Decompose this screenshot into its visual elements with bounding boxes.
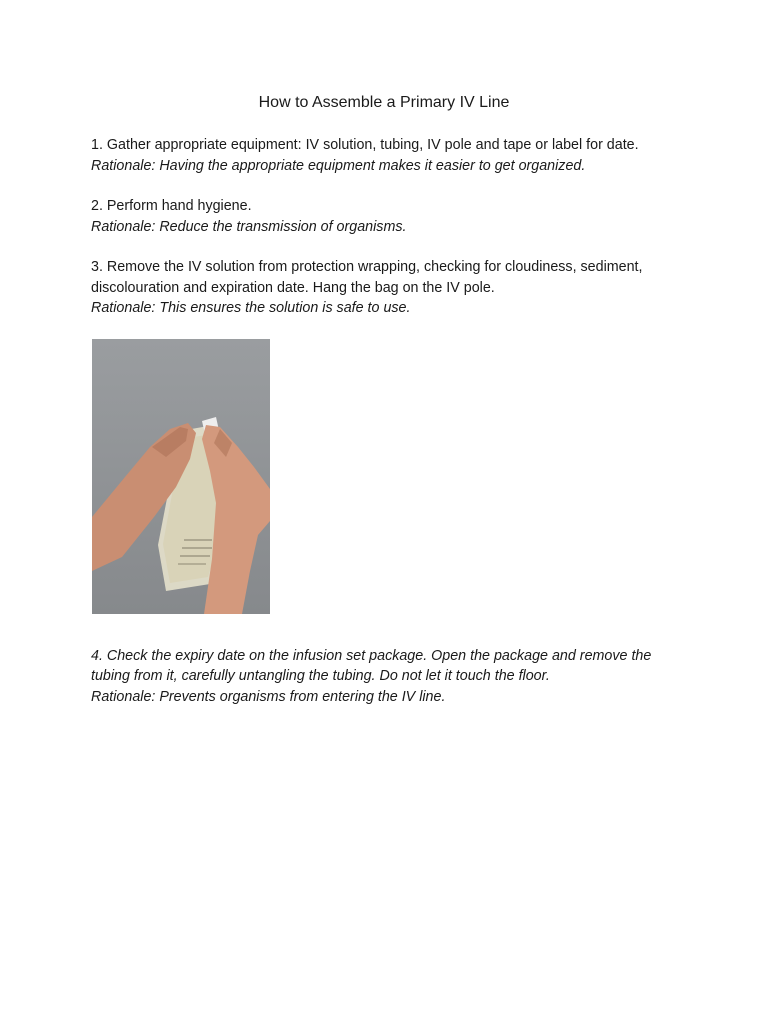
step-instruction: 3. Remove the IV solution from protection wrapping, checking for cloudiness, sediment, discolouration and expiration date. Hang the bag on the IV pole. — [91, 259, 643, 296]
document-body — [91, 135, 691, 727]
step-instruction: 2. Perform hand hygiene. — [91, 198, 252, 214]
step-instruction: 4. Check the expiry date on the infusion set package. Open the package and remove the tubing from it, carefully untangling the tubing. Do not let it touch the floor. — [91, 647, 652, 684]
step-2 — [91, 196, 691, 237]
hands-opening-iv-bag-illustration — [92, 339, 270, 614]
step-rationale: Rationale: Prevents organisms from entering the IV line. — [91, 688, 446, 705]
step-3 — [91, 257, 691, 319]
step-1 — [91, 135, 691, 176]
iv-bag-photo — [92, 339, 270, 614]
step-rationale: Rationale: This ensures the solution is safe to use. — [91, 300, 411, 316]
step-rationale: Rationale: Having the appropriate equipment makes it easier to get organized. — [91, 157, 586, 174]
document-title: How to Assemble a Primary IV Line — [258, 94, 510, 111]
step-4 — [91, 646, 691, 708]
step-instruction: 1. Gather appropriate equipment: IV solution, tubing, IV pole and tape or label for date. — [91, 137, 639, 153]
step-rationale: Rationale: Reduce the transmission of organisms. — [91, 218, 407, 235]
